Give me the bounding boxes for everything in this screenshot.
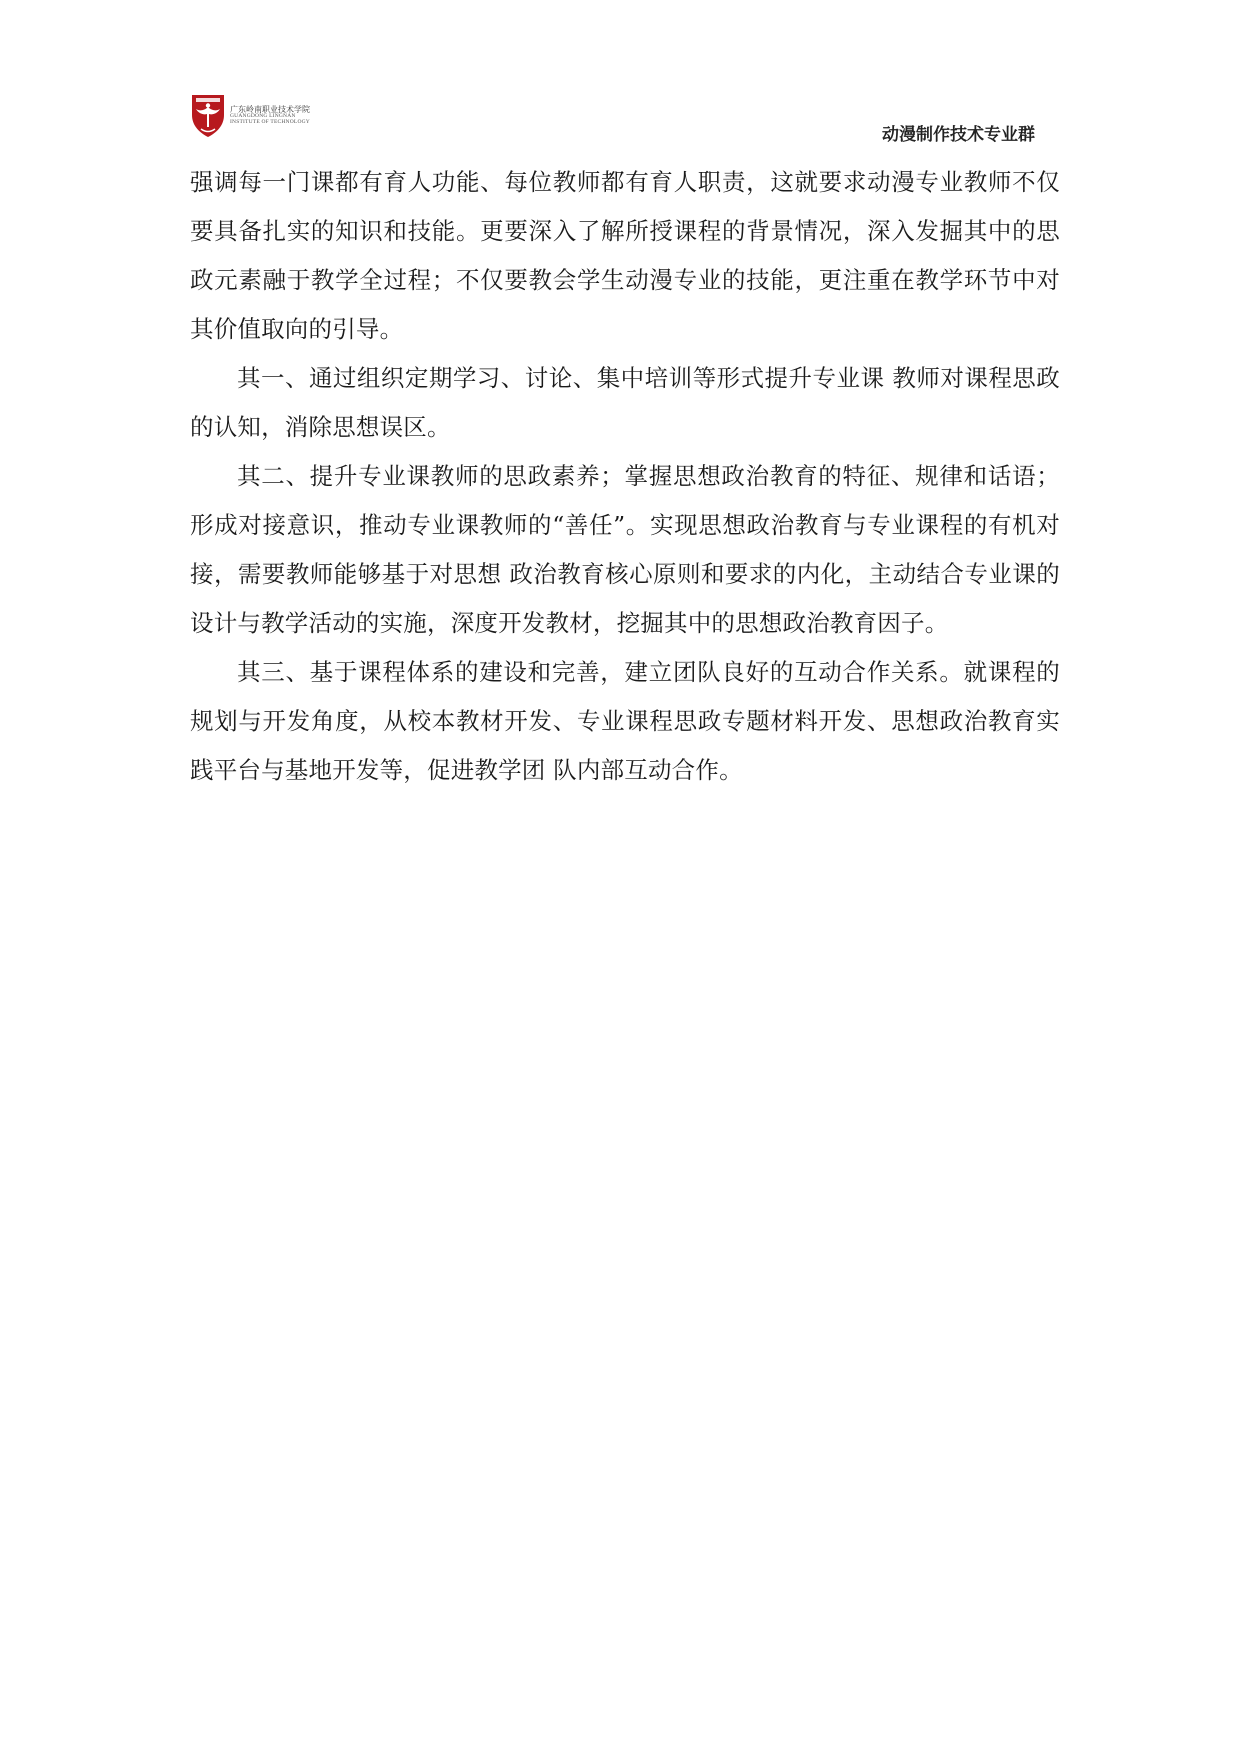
body-paragraph-3: 其二、提升专业课教师的思政素养；掌握思想政治教育的特征、规律和话语；形成对接意识，推动专业课教师的“善任”。实现思想政治教育与专业课程的有机对接，需要教师能够基于对思想 政治教育核心原则和要求的内化，主动结合专业课的设计与教学活动的实施，深度开发教材，挖掘其中的思想政治教育因子。: [190, 462, 1060, 637]
header-section-title: 动漫制作技术专业群: [882, 125, 1035, 145]
document-body: [190, 158, 1060, 795]
body-paragraph-1: 强调每一门课都有育人功能、每位教师都有育人职责，这就要求动漫专业教师不仅要具备扎实的知识和技能。更要深入了解所授课程的背景情况，深入发掘其中的思 政元素融于教学全过程；不仅要教会学生动漫专业的技能，更注重在教学环节中对其价值取向的引导。: [190, 168, 1060, 343]
page-header: [0, 0, 1240, 150]
logo-text: [230, 106, 310, 126]
logo-chinese-name: 广东岭南职业技术学院: [230, 105, 310, 115]
logo-english-name-line-1: GUANGDONG LINGNAN: [230, 113, 296, 120]
body-paragraph-2: 其一、通过组织定期学习、讨论、集中培训等形式提升专业课 教师对课程思政的认知，消除思想误区。: [190, 364, 1060, 441]
logo-english-name-line-2: INSTITUTE OF TECHNOLOGY: [230, 119, 310, 126]
school-logo: [190, 92, 330, 140]
shield-crest-icon: [190, 93, 226, 139]
body-paragraph-4: 其三、基于课程体系的建设和完善，建立团队良好的互动合作关系。就课程的规划与开发角度，从校本教材开发、专业课程思政专题材料开发、思想政治教育实践平台与基地开发等，促进教学团 队内部互动合作。: [190, 658, 1060, 784]
